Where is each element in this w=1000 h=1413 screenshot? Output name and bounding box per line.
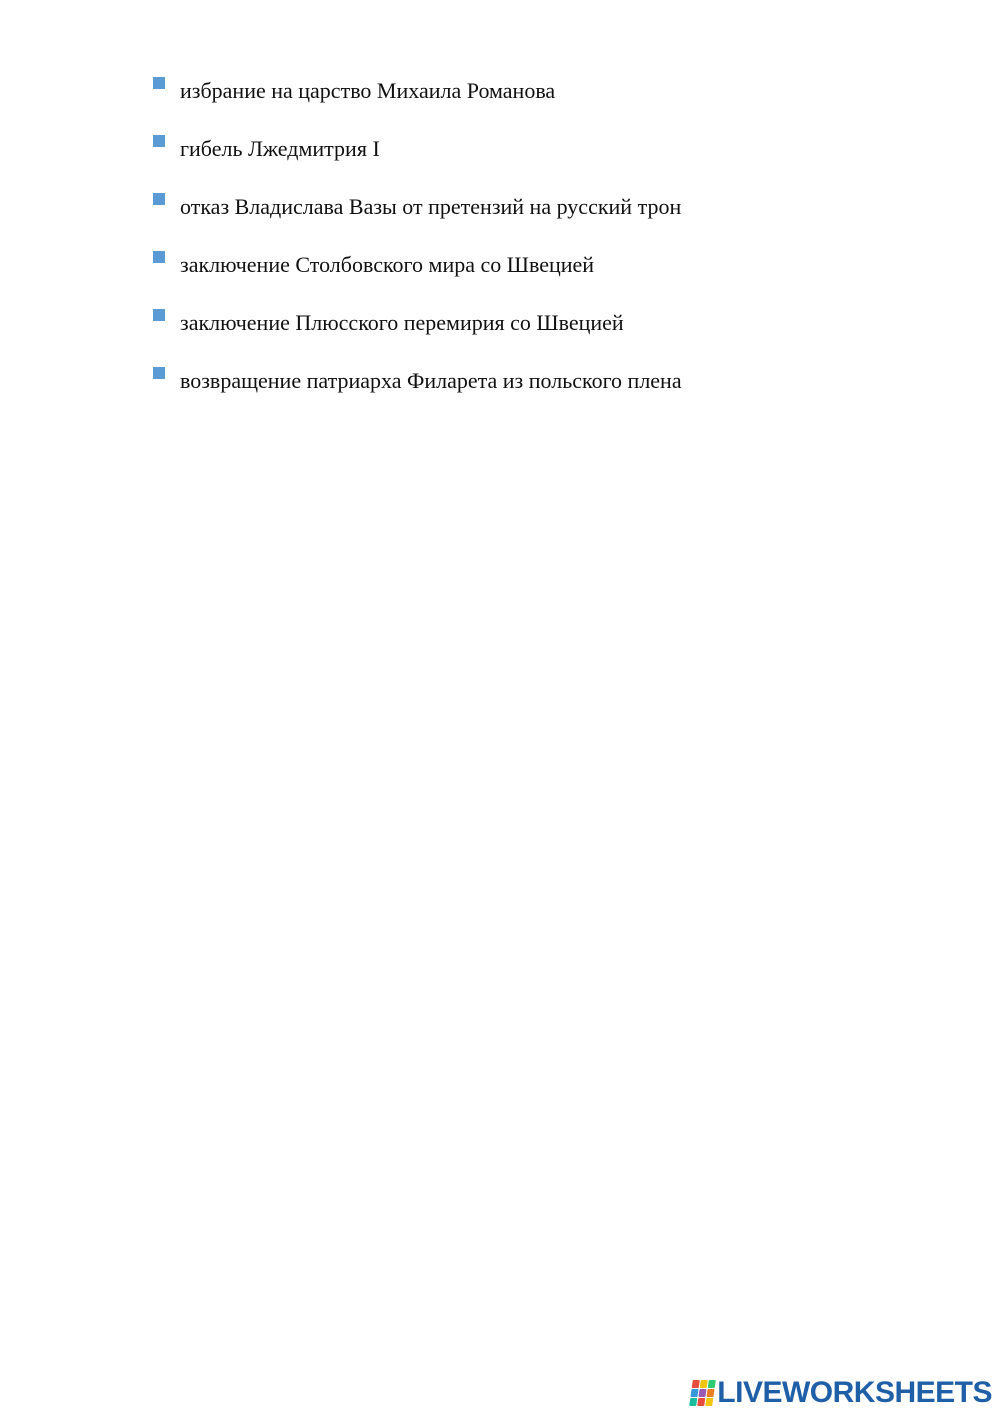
list-item[interactable] [153,362,682,420]
list-item[interactable] [153,72,682,130]
list-item-text: заключение Столбовского мира со Швецией [180,252,595,277]
list-item-text: заключение Плюсского перемирия со Швецией [180,310,624,335]
list-item[interactable] [153,246,682,304]
square-bullet-icon [153,251,165,263]
list-item[interactable] [153,188,682,246]
logo-text: LIVEWORKSHEETS [717,1376,992,1409]
logo-square [705,1398,713,1406]
square-bullet-icon [153,135,165,147]
list-item-text: избрание на царство Михаила Романова [180,78,556,103]
list-item[interactable] [153,130,682,188]
square-bullet-icon [153,193,165,205]
liveworksheets-logo [691,1378,992,1408]
logo-squares-icon [689,1380,716,1406]
list-item[interactable] [153,304,682,362]
list-item-text: возвращение патриарха Филарета из польского плена [180,368,682,393]
event-list [153,72,682,420]
square-bullet-icon [153,309,165,321]
square-bullet-icon [153,77,165,89]
square-bullet-icon [153,367,165,379]
logo-square [708,1380,716,1388]
list-item-text: отказ Владислава Вазы от претензий на русский трон [180,194,682,219]
list-item-text: гибель Лжедмитрия I [180,136,380,161]
logo-square [707,1389,715,1397]
